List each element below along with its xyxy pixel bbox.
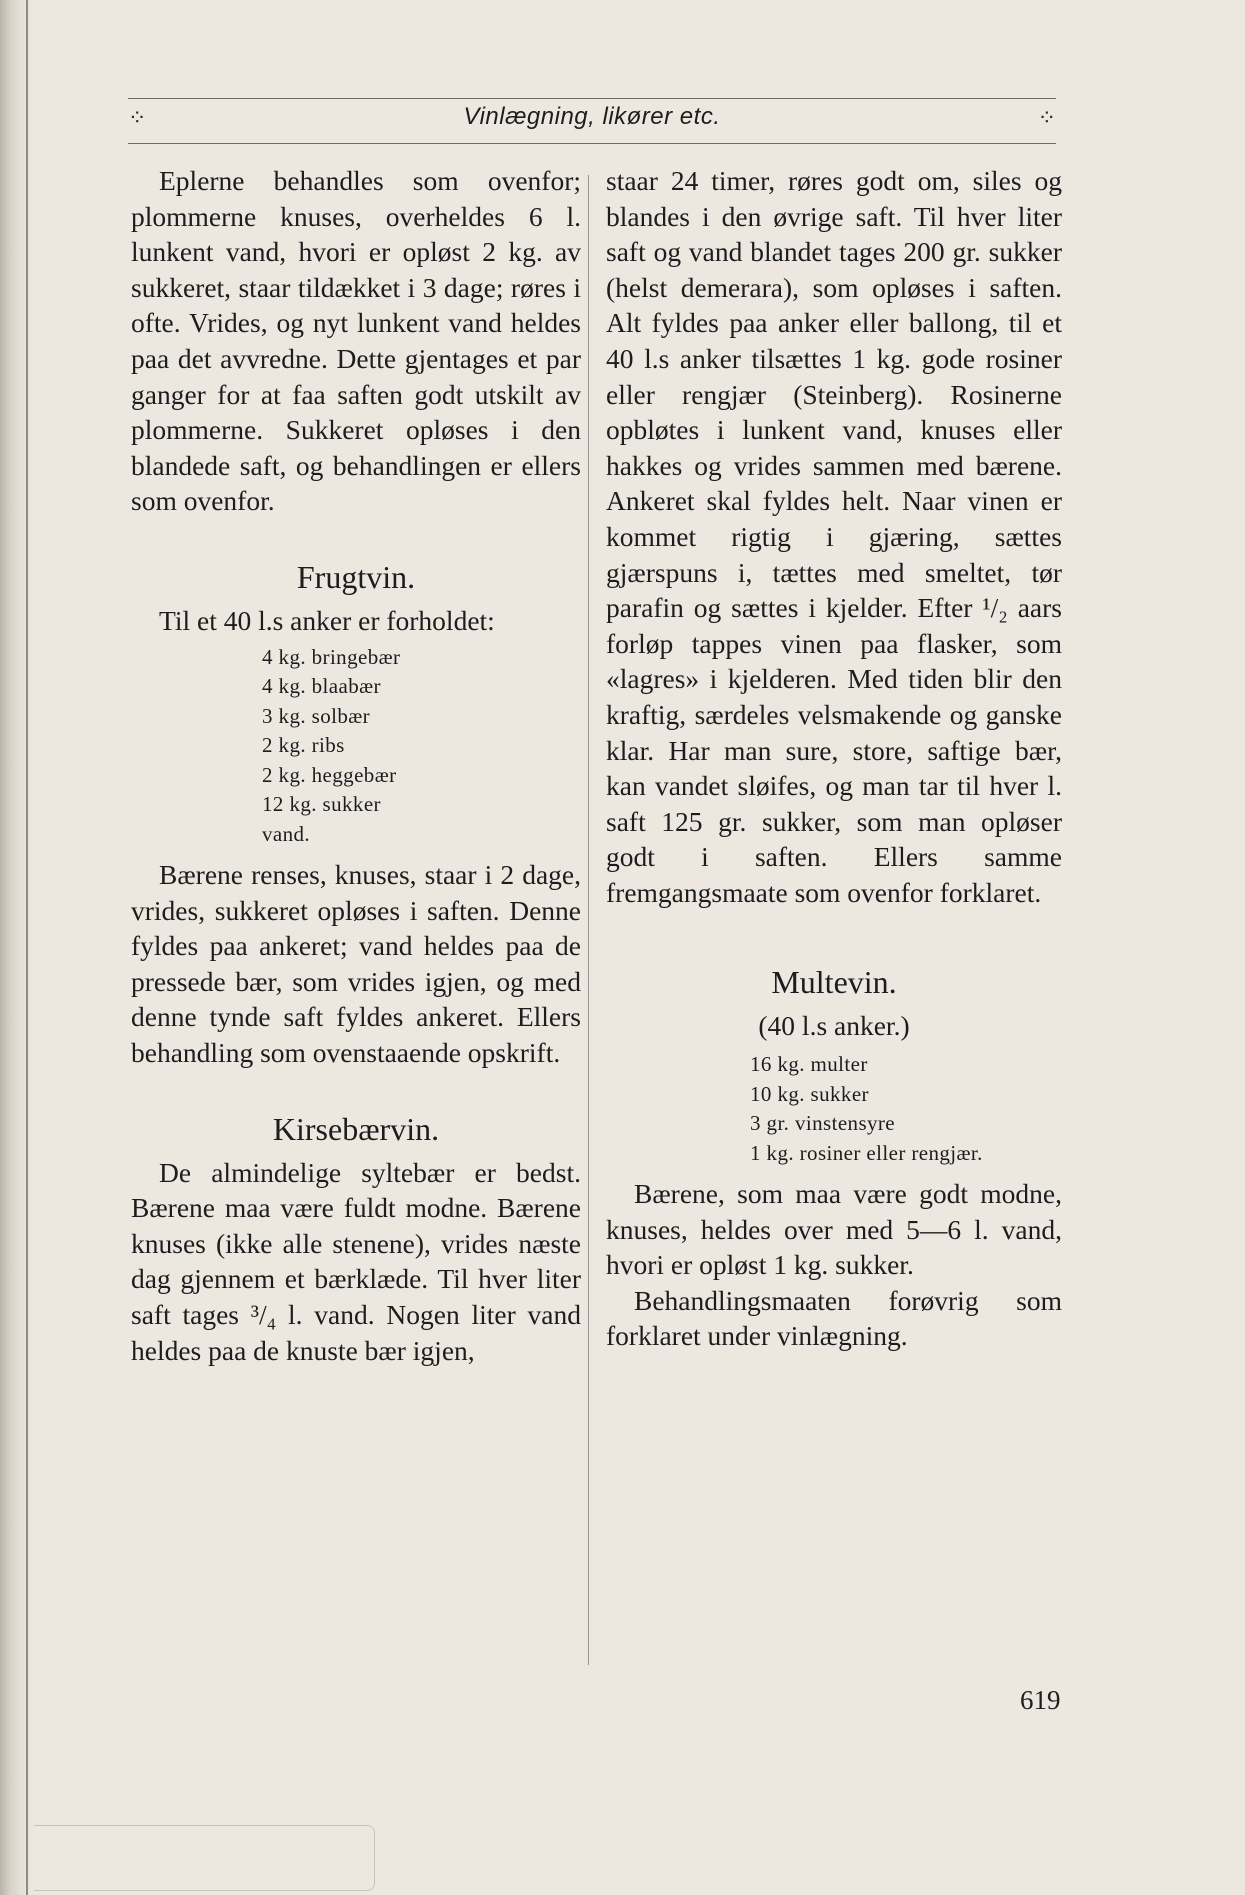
running-header-title: Vinlægning, likører etc.: [463, 103, 721, 130]
ingredient-item: 12 kg. sukker: [262, 792, 381, 817]
ingredient-item: 1 kg. rosiner eller rengjær.: [750, 1140, 983, 1165]
paragraph-multevin-note: Behandlingsmaaten forøvrig som forklaret under vinlægning.: [606, 1284, 1062, 1352]
ingredient-item: 10 kg. sukker: [750, 1081, 869, 1106]
ingredient-item: 3 kg. solbær: [262, 703, 371, 728]
page-number: 619: [1020, 1685, 1061, 1715]
paragraph-epler: Eplerne behandles som ovenfor; plommerne knuses, overheldes 6 l. lunkent vand, hvori er opløst 2 kg. av sukkeret, staar tildækket i 3 dage; røres i ofte. Vrides, og nyt lunkent vand heldes paa det avvredne. Dette gjentages et par ganger for at faa saften godt utskilt av plommerne. Sukkeret opløses i den blandede saft, og behandlingen er ellers som ovenfor.: [131, 165, 581, 517]
book-spine-shadow: [0, 0, 34, 1895]
ingredient-item: 16 kg. multer: [750, 1052, 868, 1077]
multevin-ingredient-list: [606, 1050, 1062, 1168]
paragraph-frugtvin-method: Bærene renses, knuses, staar i 2 dage, vrides, sukkeret opløses i saften. Denne fyldes paa ankeret; vand heldes paa de pressede bær, som vrides igjen, og med denne tynde saft fyldes ankeret. Ellers behandling som ovenstaaende opskrift.: [131, 859, 581, 1068]
ingredient-item: 2 kg. ribs: [262, 733, 345, 758]
ingredient-item: 3 gr. vinstensyre: [750, 1111, 896, 1136]
heading-frugtvin: Frugtvin.: [296, 558, 416, 595]
ornament-right-icon: ⁘: [1037, 105, 1056, 130]
left-column: [131, 163, 581, 1368]
heading-kirsebaervin: Kirsebærvin.: [272, 1110, 440, 1147]
right-column: [606, 163, 1062, 1354]
spine-edge-line: [26, 0, 28, 1895]
paragraph-frugtvin-intro: Til et 40 l.s anker er forholdet:: [159, 604, 495, 636]
ingredient-item: 2 kg. heggebær: [262, 762, 397, 787]
multevin-subtitle: (40 l.s anker.): [758, 1010, 910, 1042]
page-tab-outline: [34, 1825, 375, 1891]
heading-multevin: Multevin.: [771, 964, 897, 1001]
paragraph-kirsebaervin-cont: staar 24 timer, røres godt om, siles og blandes i den øvrige saft. Til hver liter saft og vand blandet tages 200 gr. sukker (helst demerara), som opløses i saften. Alt fyldes paa anker eller ballong, til et 40 l.s anker tilsættes 1 kg. gode rosiner eller rengjær (Steinberg). Rosinerne opbløtes i lunkent vand, knuses eller hakkes og vrides sammen med bærene. Ankeret skal fyldes helt. Naar vinen er kommet rigtig i gjæring, sættes gjærspuns i, tættes med smeltet, tør parafin og sættes i kjelder. Efter ¹/₂ aars forløp tappes vinen paa flasker, som «lagres» i kjelderen. Med tiden blir den kraftig, særdeles velsmakende og ganske klar. Har man sure, store, saftige bær, kan vandet sløifes, og man tar til hver l. saft 125 gr. sukker, som man opløser godt i saften. Ellers samme fremgangsmaate som ovenfor forklaret.: [606, 165, 1062, 908]
ingredient-item: 4 kg. blaabær: [262, 674, 381, 699]
running-header: [128, 98, 1056, 144]
ornament-left-icon: ⁘: [128, 105, 147, 130]
ingredient-item: 4 kg. bringebær: [262, 644, 401, 669]
paragraph-kirsebaervin: De almindelige syltebær er bedst. Bærene maa være fuldt modne. Bærene knuses (ikke alle stenene), vrides næste dag gjennem et bærklæde. Til hver liter saft tages ³/₄ l. vand. Nogen liter vand heldes paa de knuste bær igjen,: [131, 1156, 581, 1366]
frugtvin-ingredient-list: [131, 643, 581, 850]
ingredient-item: vand.: [262, 821, 311, 846]
column-divider: [588, 175, 589, 1665]
paragraph-multevin-method: Bærene, som maa være godt modne, knuses, heldes over med 5—6 l. vand, hvori er opløst 1 kg. sukker.: [606, 1178, 1062, 1281]
